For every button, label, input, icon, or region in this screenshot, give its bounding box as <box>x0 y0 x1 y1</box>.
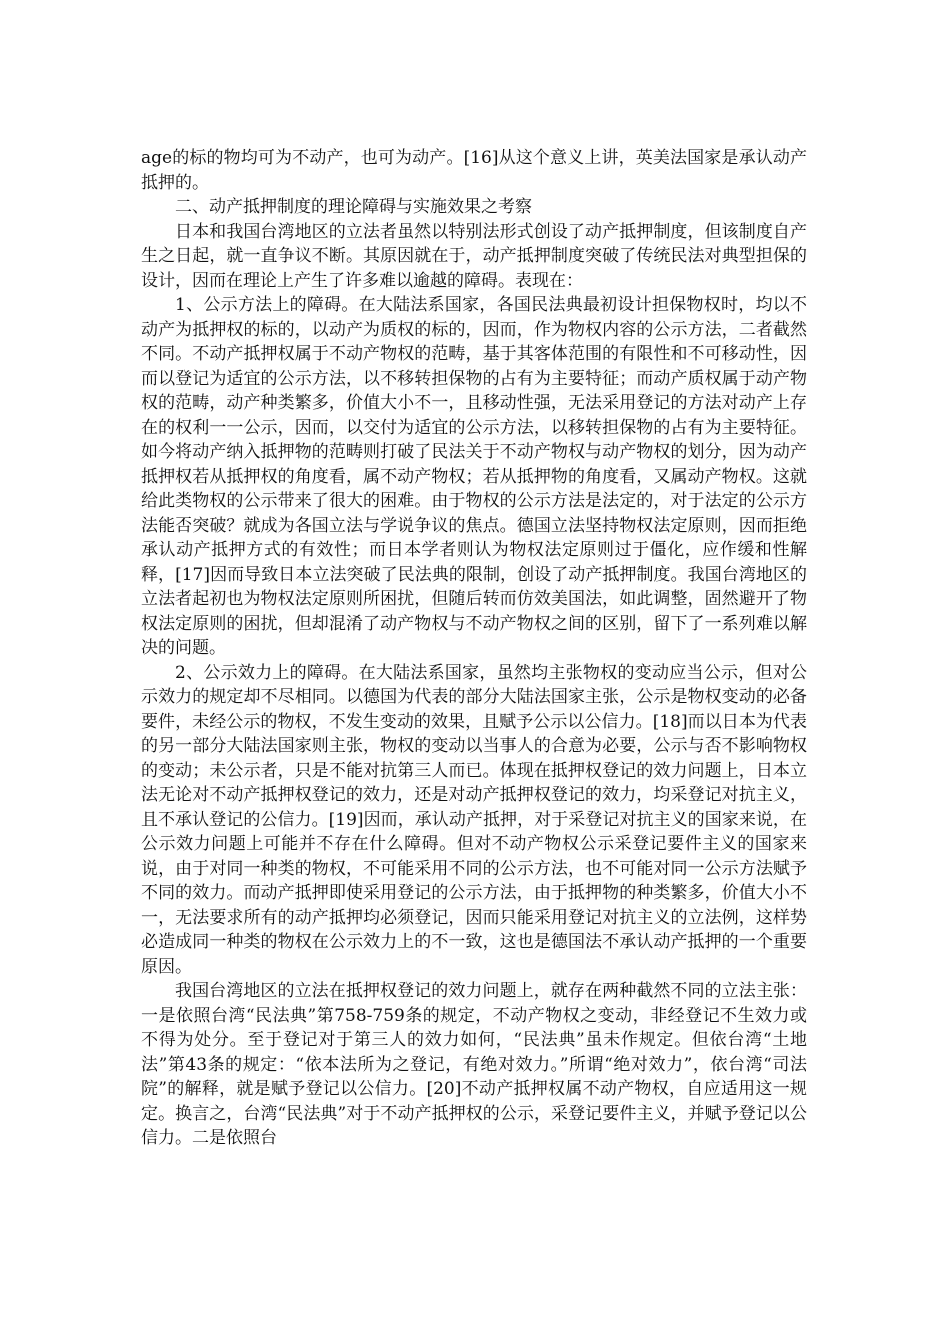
paragraph-publicity-method: 1、公示方法上的障碍。在大陆法系国家，各国民法典最初设计担保物权时，均以不动产为抵押权的标的，以动产为质权的标的，因而，作为物权内容的公示方法，二者截然不同。不动产抵押权属于不动产物权的范畴，基于其客体范围的有限性和不可移动性，因而以登记为适宜的公示方法，以不移转担保物的占有为主要特征；而动产质权属于动产物权的范畴，动产种类繁多，价值大小不一，且移动性强，无法采用登记的方法对动产上存在的权利一一公示，因而，以交付为适宜的公示方法，以移转担保物的占有为主要特征。如今将动产纳入抵押物的范畴则打破了民法关于不动产物权与动产物权的划分，因为动产抵押权若从抵押权的角度看，属不动产物权；若从抵押物的角度看，又属动产物权。这就给此类物权的公示带来了很大的困难。由于物权的公示方法是法定的，对于法定的公示方法能否突破？就成为各国立法与学说争议的焦点。德国立法坚持物权法定原则，因而拒绝承认动产抵押方式的有效性；而日本学者则认为物权法定原则过于僵化，应作缓和性解释，[17]因而导致日本立法突破了民法典的限制，创设了动产抵押制度。我国台湾地区的立法者起初也为物权法定原则所困扰，但随后转而仿效美国法，如此调整，固然避开了物权法定原则的困扰，但却混淆了动产物权与不动产物权之间的区别，留下了一系列难以解决的问题。 <box>141 295 807 658</box>
document-body <box>141 146 807 1151</box>
paragraph-publicity-effect: 2、公示效力上的障碍。在大陆法系国家，虽然均主张物权的变动应当公示，但对公示效力的规定却不尽相同。以德国为代表的部分大陆法国家主张，公示是物权变动的必备要件，未经公示的物权，不发生变动的效果，且赋予公示以公信力。[18]而以日本为代表的另一部分大陆法国家则主张，物权的变动以当事人的合意为必要，公示与否不影响物权的变动；未公示者，只是不能对抗第三人而已。体现在抵押权登记的效力问题上，日本立法无论对不动产抵押权登记的效力，还是对动产抵押权登记的效力，均采登记对抗主义，且不承认登记的公信力。[19]因而，承认动产抵押，对于采登记对抗主义的国家来说，在公示效力问题上可能并不存在什么障碍。但对不动产物权公示采登记要件主义的国家来说，由于对同一种类的物权，不可能采用不同的公示方法，也不可能对同一公示方法赋予不同的效力。而动产抵押即使采用登记的公示方法，由于抵押物的种类繁多，价值大小不一，无法要求所有的动产抵押均必须登记，因而只能采用登记对抗主义的立法例，这样势必造成同一种类的物权在公示效力上的不一致，这也是德国法不承认动产抵押的一个重要原因。 <box>141 662 807 977</box>
paragraph-continuation: age的标的物均可为不动产，也可为动产。[16]从这个意义上讲，英美法国家是承认动产抵押的。 <box>141 148 807 193</box>
paragraph-intro: 日本和我国台湾地区的立法者虽然以特别法形式创设了动产抵押制度，但该制度自产生之日起，就一直争议不断。其原因就在于，动产抵押制度突破了传统民法对典型担保的设计，因而在理论上产生了许多难以逾越的障碍。表现在： <box>141 221 807 291</box>
section-heading: 二、动产抵押制度的理论障碍与实施效果之考察 <box>175 197 532 217</box>
paragraph-taiwan-legislation: 我国台湾地区的立法在抵押权登记的效力问题上，就存在两种截然不同的立法主张：一是依照台湾“民法典”第758-759条的规定，不动产物权之变动，非经登记不生效力或不得为处分。至于登记对于第三人的效力如何，“民法典”虽未作规定。但依台湾“土地法”第43条的规定：“依本法所为之登记，有绝对效力。”所谓“绝对效力”，依台湾“司法院”的解释，就是赋予登记以公信力。[20]不动产抵押权属不动产物权，自应适用这一规定。换言之，台湾“民法典”对于不动产抵押权的公示，采登记要件主义，并赋予登记以公信力。二是依照台 <box>141 981 807 1148</box>
